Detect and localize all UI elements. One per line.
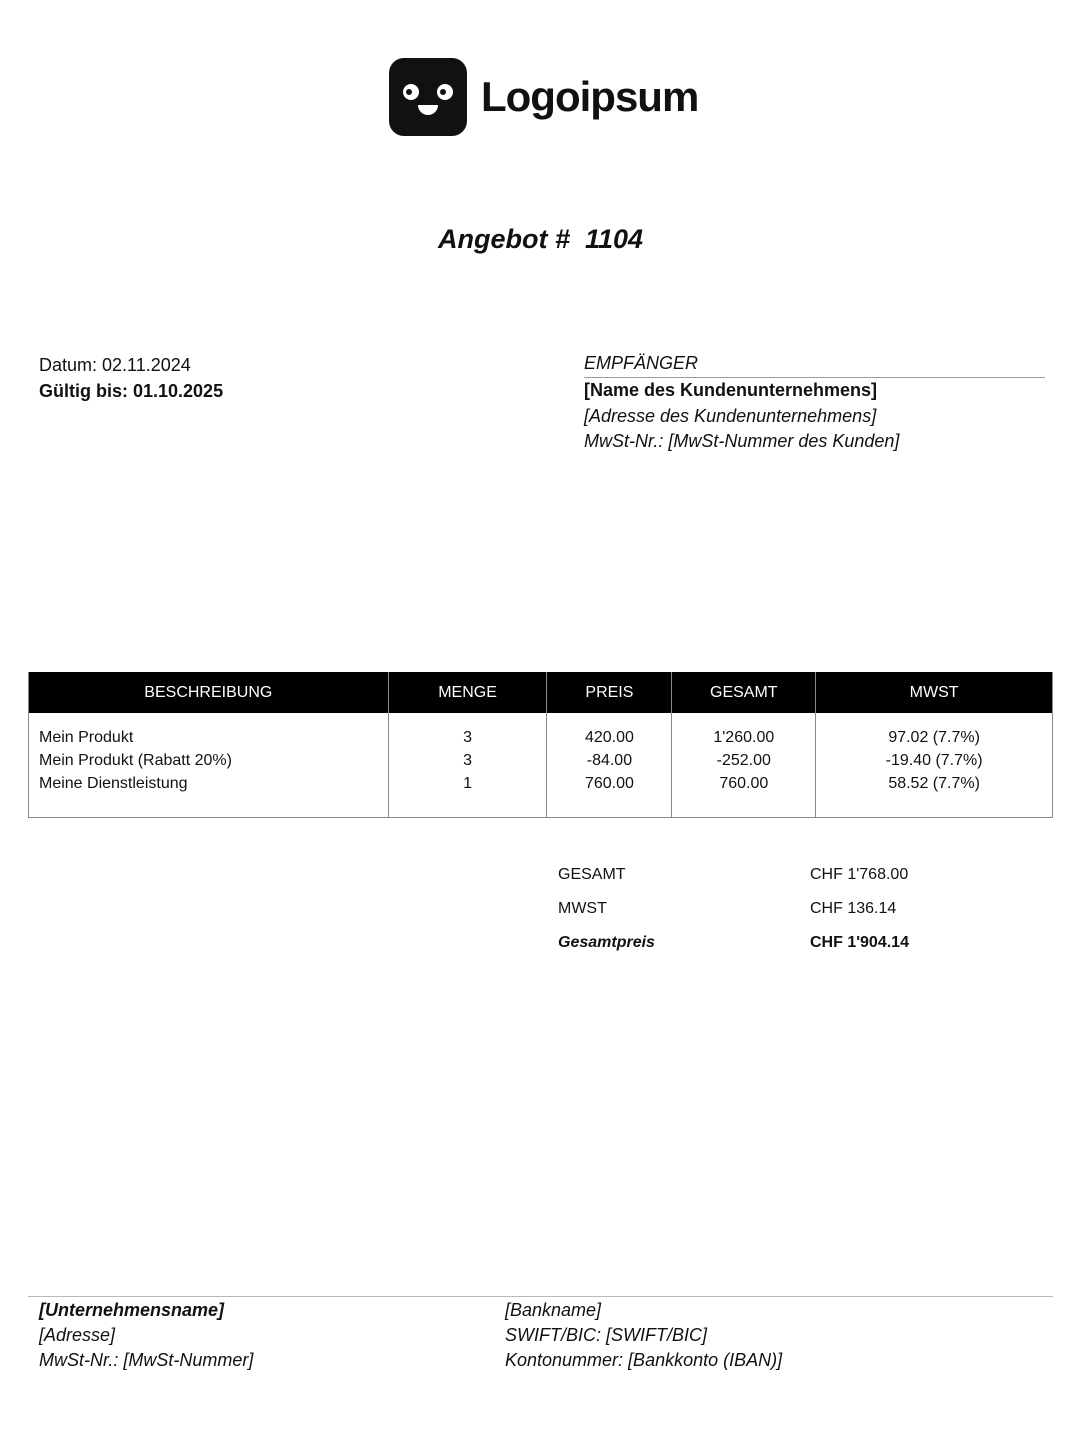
footer-account-number: Kontonummer: [Bankkonto (IBAN)] — [505, 1350, 783, 1370]
footer-vat-number: MwSt-Nr.: [MwSt-Nummer] — [39, 1350, 254, 1370]
subtotal-label: GESAMT — [558, 866, 626, 883]
footer-bank-info — [505, 1298, 782, 1373]
document-title: Angebot # 1104 — [437, 224, 644, 254]
item-quantity: 3 — [463, 752, 473, 769]
item-vat: -19.40 (7.7%) — [885, 752, 983, 769]
vat-cell — [816, 713, 1053, 818]
item-total: -252.00 — [716, 752, 771, 769]
header-total: GESAMT — [672, 672, 816, 713]
vat-total-value: CHF 136.14 — [810, 900, 897, 917]
subtotal-value: CHF 1'768.00 — [810, 866, 909, 883]
header-quantity: MENGE — [388, 672, 547, 713]
line-items-table — [28, 672, 1053, 818]
grand-total-value: CHF 1'904.14 — [810, 934, 909, 951]
recipient-company: [Name des Kundenunternehmens] — [584, 380, 878, 400]
item-description: Meine Dienstleistung — [39, 775, 188, 792]
item-price: 420.00 — [584, 729, 634, 746]
item-quantity: 3 — [463, 729, 473, 746]
footer-divider — [28, 1296, 1053, 1297]
vat-total-label: MWST — [558, 900, 607, 917]
date-block — [39, 352, 223, 404]
header-description: BESCHREIBUNG — [29, 672, 389, 713]
logo-wordmark: Logoipsum — [481, 73, 699, 120]
recipient-heading: EMPFÄNGER — [584, 351, 1045, 378]
table-header-row — [29, 672, 1053, 713]
totals-block — [558, 858, 1010, 960]
item-price: 760.00 — [584, 775, 634, 792]
footer-company-name: [Unternehmensname] — [39, 1300, 225, 1320]
vat-total-row — [558, 892, 1010, 926]
header-vat: MWST — [816, 672, 1053, 713]
table-row — [29, 713, 1053, 818]
quantity-cell — [388, 713, 547, 818]
recipient-address: [Adresse des Kundenunternehmens] — [584, 405, 877, 426]
total-cell — [672, 713, 816, 818]
issue-date: Datum: 02.11.2024 — [39, 355, 191, 375]
item-description: Mein Produkt (Rabatt 20%) — [39, 752, 232, 769]
item-total: 760.00 — [719, 775, 769, 792]
smiley-face-icon — [389, 58, 467, 136]
footer-bank-name: [Bankname] — [505, 1300, 602, 1320]
footer-swift: SWIFT/BIC: [SWIFT/BIC] — [505, 1325, 707, 1345]
price-cell — [547, 713, 672, 818]
item-price: -84.00 — [586, 752, 633, 769]
item-vat: 58.52 (7.7%) — [888, 775, 980, 792]
item-vat: 97.02 (7.7%) — [888, 729, 980, 746]
grand-total-label: Gesamtpreis — [558, 934, 655, 951]
item-description: Mein Produkt — [39, 729, 134, 746]
footer-address: [Adresse] — [39, 1325, 116, 1345]
description-cell — [29, 713, 389, 818]
item-quantity: 1 — [463, 775, 473, 792]
recipient-block — [584, 351, 1045, 455]
recipient-vat: MwSt-Nr.: [MwSt-Nummer des Kunden] — [584, 431, 900, 451]
grand-total-row — [558, 926, 1010, 960]
subtotal-row — [558, 858, 1010, 892]
item-total: 1'260.00 — [713, 729, 775, 746]
company-logo — [389, 58, 698, 136]
valid-until-date: Gültig bis: 01.10.2025 — [39, 381, 224, 401]
footer-company-info — [39, 1298, 253, 1373]
header-price: PREIS — [547, 672, 672, 713]
